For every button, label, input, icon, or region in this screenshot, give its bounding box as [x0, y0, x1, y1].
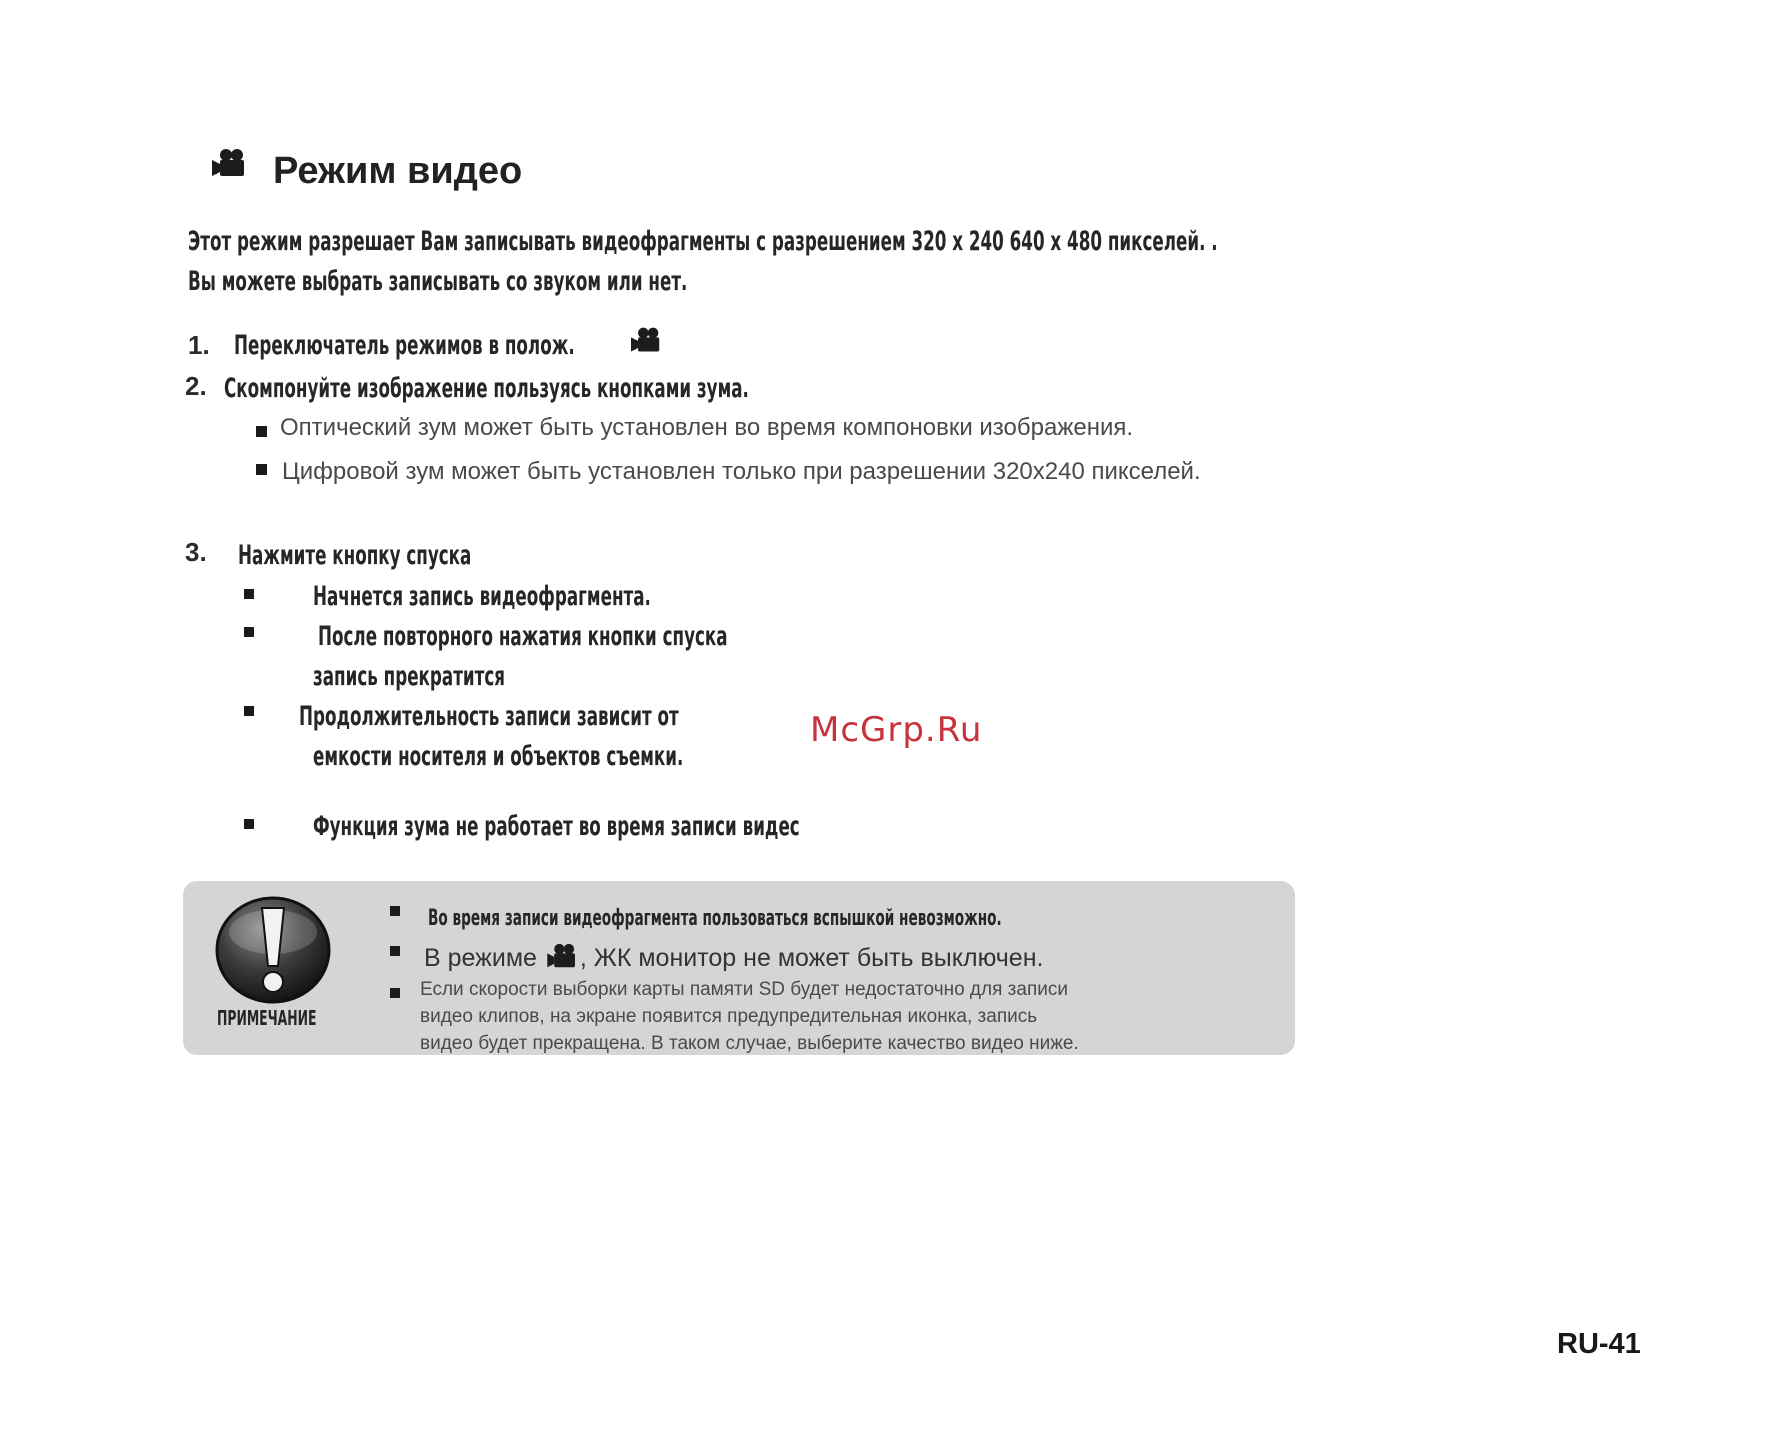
intro-line-2: Вы можете выбрать записывать со звуком или нет. [188, 266, 688, 297]
step-3-bullet-4: Функция зума не работает во время записи видес [313, 811, 800, 842]
bullet-square [256, 464, 267, 475]
note-item-1: Во время записи видеофрагмента пользоваться вспышкой невозможно. [428, 906, 1002, 931]
bullet-square [390, 988, 400, 998]
step-3-bullet-1: Начнется запись видеофрагмента. [313, 581, 651, 612]
video-camera-icon [631, 326, 661, 354]
step-2-number: 2. [185, 371, 207, 401]
intro-line-1: Этот режим разрешает Вам записывать видеофрагменты с разрешением 320 х 240 640 х 480 пикселей. . [188, 226, 1218, 257]
bullet-square [244, 589, 254, 599]
note-label: ПРИМЕЧАНИЕ [217, 1006, 317, 1030]
step-1-number: 1. [188, 330, 210, 360]
bullet-square [256, 426, 267, 437]
step-3-bullet-3: Продолжительность записи зависит от [299, 701, 679, 732]
step-2-bullet-2: Цифровой зум может быть установлен только при разрешении 320х240 пикселей. [282, 458, 1201, 485]
note-item-3-line-3: видео будет прекращена. В таком случае, выберите качество видео ниже. [420, 1033, 1079, 1054]
step-3-text: Нажмите кнопку спуска [238, 540, 472, 571]
bullet-square [244, 819, 254, 829]
note-item-2-after: , ЖК монитор не может быть выключен. [579, 944, 1044, 972]
step-3-number: 3. [185, 537, 207, 567]
exclamation-icon [214, 896, 332, 1004]
note-item-2-before: В режиме [424, 944, 537, 972]
page-title: Режим видео [273, 150, 523, 192]
note-item-2 [424, 943, 1043, 973]
step-3-bullet-2-cont: запись прекратится [313, 661, 506, 692]
bullet-square [244, 706, 254, 716]
step-3-bullet-3-cont: емкости носителя и объектов съемки. [313, 741, 684, 772]
step-3-bullet-2: После повторного нажатия кнопки спуска [318, 621, 728, 652]
video-camera-icon [212, 147, 246, 179]
note-item-3-line-2: видео клипов, на экране появится предупредительная иконка, запись [420, 1006, 1038, 1027]
page-number: RU-41 [1557, 1328, 1641, 1360]
bullet-square [390, 906, 400, 916]
step-1-text: Переключатель режимов в полож. [234, 330, 575, 361]
watermark: McGrp.Ru [810, 710, 983, 750]
video-camera-icon [547, 943, 577, 969]
note-item-3-line-1: Если скорости выборки карты памяти SD будет недостаточно для записи [420, 979, 1068, 1000]
bullet-square [244, 627, 254, 637]
step-2-text: Скомпонуйте изображение пользуясь кнопками зума. [224, 373, 749, 404]
bullet-square [390, 946, 400, 956]
step-2-bullet-1: Оптический зум может быть установлен во время компоновки изображения. [280, 414, 1134, 441]
